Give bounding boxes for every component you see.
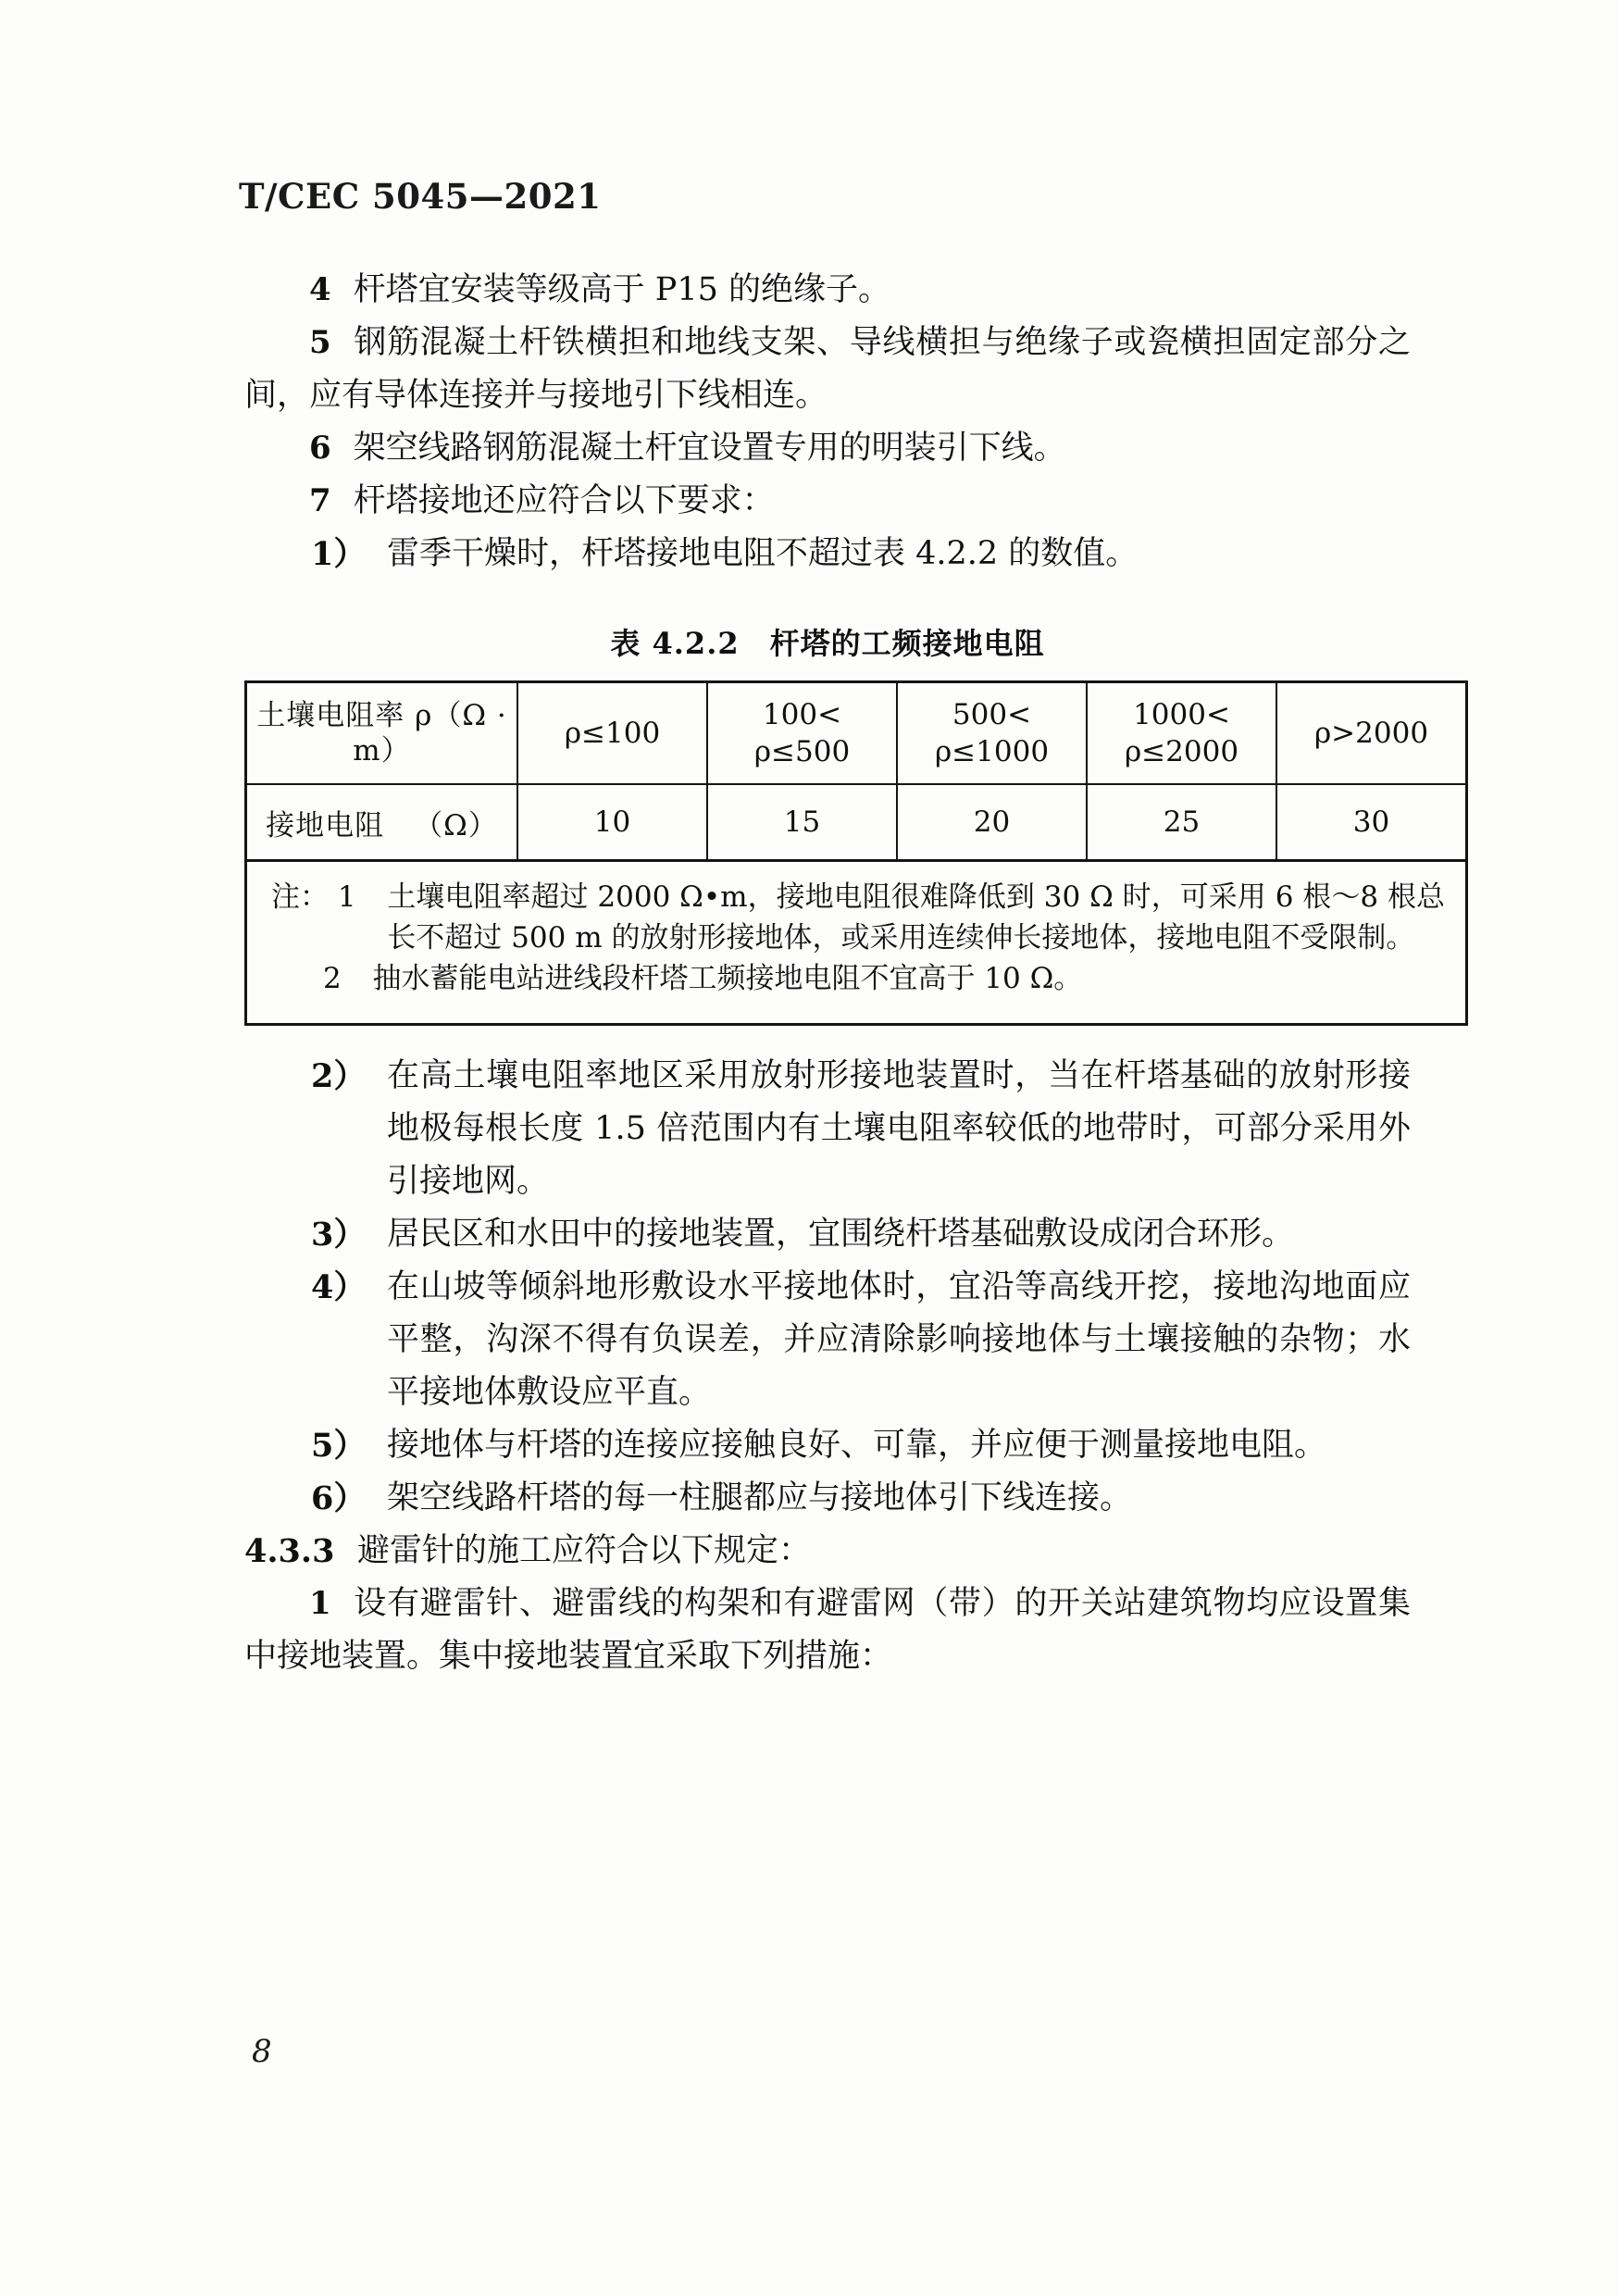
sub-item-2-text: 在高土壤电阻率地区采用放射形接地装置时，当在杆塔基础的放射形接地极每根长度 1.5 倍范围内有土壤电阻率较低的地带时，可部分采用外引接地网。 [387, 1057, 1411, 1200]
list-item-7-number: 7 [309, 482, 331, 519]
header-cell-1 [517, 682, 707, 785]
table-note-2-index: 2 [323, 962, 342, 995]
table-note-2-text: 抽水蓄能电站进线段杆塔工频接地电阻不宜高于 10 Ω。 [372, 962, 1083, 995]
list-item-4-number: 4 [309, 271, 331, 308]
sub-item-6-marker: 6） [311, 1479, 367, 1517]
notes-prefix: 注： [271, 880, 329, 914]
header-cell-2-line2: ρ≤500 [753, 735, 851, 768]
table-note-1-label [271, 877, 387, 917]
section-heading-4-3-3 [244, 1525, 1411, 1578]
table-note-2 [271, 958, 1445, 999]
sub-item-4-text: 在山坡等倾斜地形敷设水平接地体时，宜沿等高线开挖，接地沟地面应平整，沟深不得有负误差，并应清除影响接地体与土壤接触的杂物；水平接地体敷设应平直。 [387, 1268, 1411, 1411]
list-item-7-text: 杆塔接地还应符合以下要求： [353, 482, 775, 519]
sub-item-6 [311, 1472, 1411, 1525]
sub-item-3-marker: 3） [311, 1216, 367, 1254]
section-title: 避雷针的施工应符合以下规定： [357, 1532, 812, 1569]
sub-item-2 [311, 1050, 1411, 1208]
table-caption: 表 4.2.2 杆塔的工频接地电阻 [610, 626, 1045, 661]
header-cell-3 [897, 682, 1087, 785]
header-cell-2 [707, 682, 897, 785]
header-cell-5-line1: ρ>2000 [1313, 717, 1429, 750]
header-cell-4-line2: ρ≤2000 [1124, 735, 1239, 768]
list-item-6-number: 6 [309, 430, 331, 467]
header-cell-4 [1087, 682, 1276, 785]
value-cell-2: 15 [707, 784, 897, 861]
table-header-row [246, 682, 1467, 785]
page-number: 8 [252, 2033, 272, 2070]
sub-item-4 [311, 1261, 1411, 1419]
table-note-1-text: 土壤电阻率超过 2000 Ω•m，接地电阻很难降低到 30 Ω 时，可采用 6 根～8 根总长不超过 500 m 的放射形接地体，或采用连续伸长接地体，接地电阻不受限制。 [387, 880, 1445, 955]
value-cell-3: 20 [897, 784, 1087, 861]
sub-item-5-marker: 5） [311, 1427, 367, 1465]
page-content [244, 264, 1445, 1683]
value-cell-1: 10 [517, 784, 707, 861]
value-cell-5: 30 [1276, 784, 1467, 861]
list-item-5-text: 钢筋混凝土杆铁横担和地线支架、导线横担与绝缘子或瓷横担固定部分之间，应有导体连接并与接地引下线相连。 [244, 324, 1411, 414]
sub-item-1 [311, 528, 1411, 580]
table-value-row [246, 784, 1467, 861]
sub-item-2-marker: 2） [311, 1057, 367, 1095]
section-list-item-1-text: 设有避雷针、避雷线的构架和有避雷网（带）的开关站建筑物均应设置集中接地装置。集中接地装置宜采取下列措施： [244, 1585, 1411, 1675]
section-list-item-1 [244, 1578, 1411, 1683]
sub-item-5 [311, 1419, 1411, 1472]
header-cell-4-line1: 1000< [1133, 698, 1230, 731]
table-note-1-index: 1 [337, 880, 356, 914]
list-item-5-number: 5 [309, 324, 331, 361]
row-label-grounding-resistance: 接地电阻 （Ω） [246, 784, 518, 861]
header-cell-1-line1: ρ≤100 [564, 717, 661, 750]
list-item-5 [244, 317, 1411, 422]
list-item-4 [244, 264, 1411, 317]
sub-item-3-text: 居民区和水田中的接地装置，宜围绕杆塔基础敷设成闭合环形。 [387, 1216, 1295, 1253]
row-label-soil-resistivity: 土壤电阻率 ρ（Ω · m） [246, 682, 518, 785]
sub-item-5-text: 接地体与杆塔的连接应接触良好、可靠，并应便于测量接地电阻。 [387, 1427, 1327, 1464]
table-notes-row [246, 861, 1467, 1025]
list-item-6 [244, 422, 1411, 475]
section-list-item-1-number: 1 [309, 1585, 331, 1622]
table-notes-cell [246, 861, 1467, 1025]
grounding-resistance-table [244, 680, 1468, 1026]
header-cell-2-line1: 100< [762, 698, 842, 731]
sub-item-1-marker: 1） [311, 535, 367, 573]
value-cell-4: 25 [1087, 784, 1276, 861]
table-note-2-label [271, 958, 372, 999]
sub-item-1-text: 雷季干燥时，杆塔接地电阻不超过表 4.2.2 的数值。 [387, 535, 1139, 572]
header-cell-5 [1276, 682, 1467, 785]
header-cell-3-line2: ρ≤1000 [934, 735, 1050, 768]
sub-item-3 [311, 1208, 1411, 1261]
sub-item-4-marker: 4） [311, 1268, 367, 1306]
list-item-7 [244, 475, 1411, 528]
running-header: T/CEC 5045—2021 [239, 176, 602, 217]
section-number: 4.3.3 [244, 1532, 335, 1570]
table-note-1 [271, 877, 1445, 958]
sub-item-6-text: 架空线路杆塔的每一柱腿都应与接地体引下线连接。 [387, 1479, 1133, 1516]
header-cell-3-line1: 500< [952, 698, 1032, 731]
list-item-4-text: 杆塔宜安装等级高于 P15 的绝缘子。 [353, 271, 891, 308]
table-wrapper [244, 680, 1445, 1026]
list-item-6-text: 架空线路钢筋混凝土杆宜设置专用的明装引下线。 [353, 430, 1066, 467]
